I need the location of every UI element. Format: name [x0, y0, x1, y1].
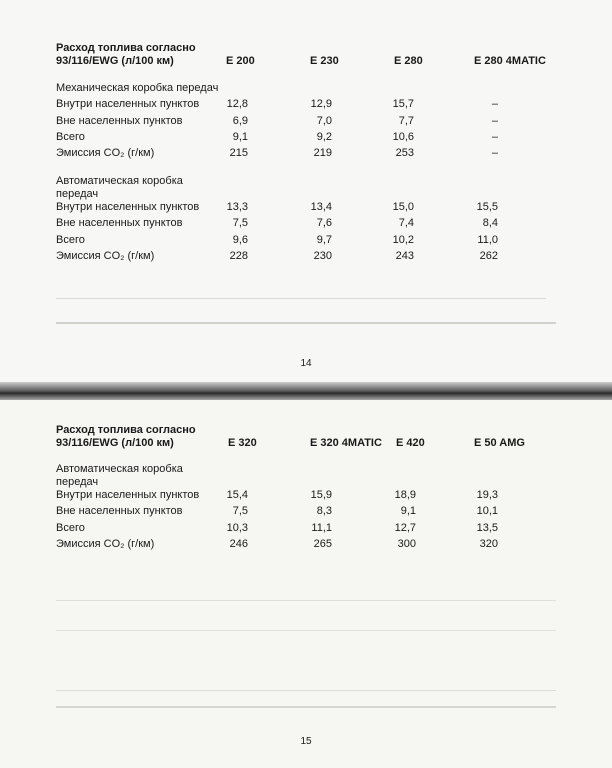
cell: 10,2	[392, 234, 414, 246]
cell: 219	[313, 147, 332, 159]
cell: –	[491, 147, 498, 159]
cell: 9,1	[400, 505, 416, 517]
cell: 7,0	[316, 115, 332, 127]
cell: 11,1	[311, 522, 332, 534]
cell: 7,5	[232, 505, 248, 517]
col-e200: E 200	[226, 55, 255, 67]
show-through-rule	[56, 600, 556, 601]
col-e50-amg: E 50 AMG	[474, 437, 525, 449]
cell: 9,6	[232, 234, 248, 246]
cell: 7,5	[232, 217, 248, 229]
auto-section-heading: Автоматическая коробка передач	[56, 175, 183, 200]
auto-section-heading: Автоматическая коробка передач	[56, 463, 183, 488]
cell: 228	[229, 250, 248, 262]
cell: 15,0	[392, 201, 414, 213]
show-through-rule	[56, 298, 546, 299]
cell: –	[491, 131, 498, 143]
manual-section-heading: Механическая коробка передач	[56, 82, 219, 94]
cell: 10,6	[392, 131, 414, 143]
cell: 6,9	[232, 115, 248, 127]
col-e320: E 320	[228, 437, 257, 449]
row-label: Всего	[56, 131, 85, 143]
cell: 7,6	[316, 217, 332, 229]
row-label: Вне населенных пунктов	[56, 505, 183, 517]
col-e320-4matic: E 320 4MATIC	[310, 437, 382, 449]
cell: 9,1	[232, 131, 248, 143]
row-label: Всего	[56, 522, 85, 534]
cell: 12,9	[310, 98, 332, 110]
show-through-rule	[56, 690, 556, 691]
cell: 8,3	[316, 505, 332, 517]
col-e230: E 230	[310, 55, 339, 67]
cell: 15,5	[476, 201, 498, 213]
page-number: 15	[300, 736, 312, 747]
cell: 11,0	[477, 234, 498, 246]
cell: 320	[479, 538, 498, 550]
show-through-rule	[56, 630, 556, 631]
cell: 9,7	[316, 234, 332, 246]
row-label: Вне населенных пунктов	[56, 217, 183, 229]
cell: 230	[313, 250, 332, 262]
cell: 10,3	[226, 522, 248, 534]
row-label: Внутри населенных пунктов	[56, 489, 200, 501]
cell: 215	[229, 147, 248, 159]
cell: 13,3	[226, 201, 248, 213]
cell: 8,4	[482, 217, 498, 229]
cell: –	[491, 98, 498, 110]
cell: –	[491, 115, 498, 127]
cell: 7,7	[398, 115, 414, 127]
row-label: Внутри населенных пунктов	[56, 98, 200, 110]
show-through-rule	[56, 706, 556, 708]
cell: 300	[397, 538, 416, 550]
cell: 12,7	[394, 522, 416, 534]
cell: 12,8	[226, 98, 248, 110]
cell: 13,5	[476, 522, 498, 534]
cell: 7,4	[398, 217, 414, 229]
row-label: Внутри населенных пунктов	[56, 201, 200, 213]
cell: 253	[395, 147, 414, 159]
cell: 13,4	[310, 201, 332, 213]
cell: 15,9	[310, 489, 332, 501]
col-e280: E 280	[394, 55, 423, 67]
col-e420: E 420	[396, 437, 425, 449]
cell: 15,4	[226, 489, 248, 501]
page-fold	[0, 382, 612, 402]
cell: 243	[395, 250, 414, 262]
page-15	[0, 400, 612, 768]
page-15-title: Расход топлива согласно 93/116/EWG (л/100 км)	[56, 424, 196, 449]
row-label: Эмиссия CO₂ (г/км)	[56, 250, 155, 262]
page-number: 14	[300, 358, 312, 369]
row-label: Всего	[56, 234, 85, 246]
cell: 19,3	[476, 489, 498, 501]
cell: 246	[229, 538, 248, 550]
col-e280-4matic: E 280 4MATIC	[474, 55, 546, 67]
cell: 9,2	[316, 131, 332, 143]
cell: 18,9	[394, 489, 416, 501]
row-label: Эмиссия CO₂ (г/км)	[56, 147, 155, 159]
row-label: Эмиссия CO₂ (г/км)	[56, 538, 155, 550]
cell: 265	[313, 538, 332, 550]
page-14-title: Расход топлива согласно 93/116/EWG (л/100 км)	[56, 42, 196, 67]
cell: 262	[479, 250, 498, 262]
cell: 10,1	[476, 505, 498, 517]
cell: 15,7	[392, 98, 414, 110]
row-label: Вне населенных пунктов	[56, 115, 183, 127]
show-through-rule	[56, 322, 556, 324]
